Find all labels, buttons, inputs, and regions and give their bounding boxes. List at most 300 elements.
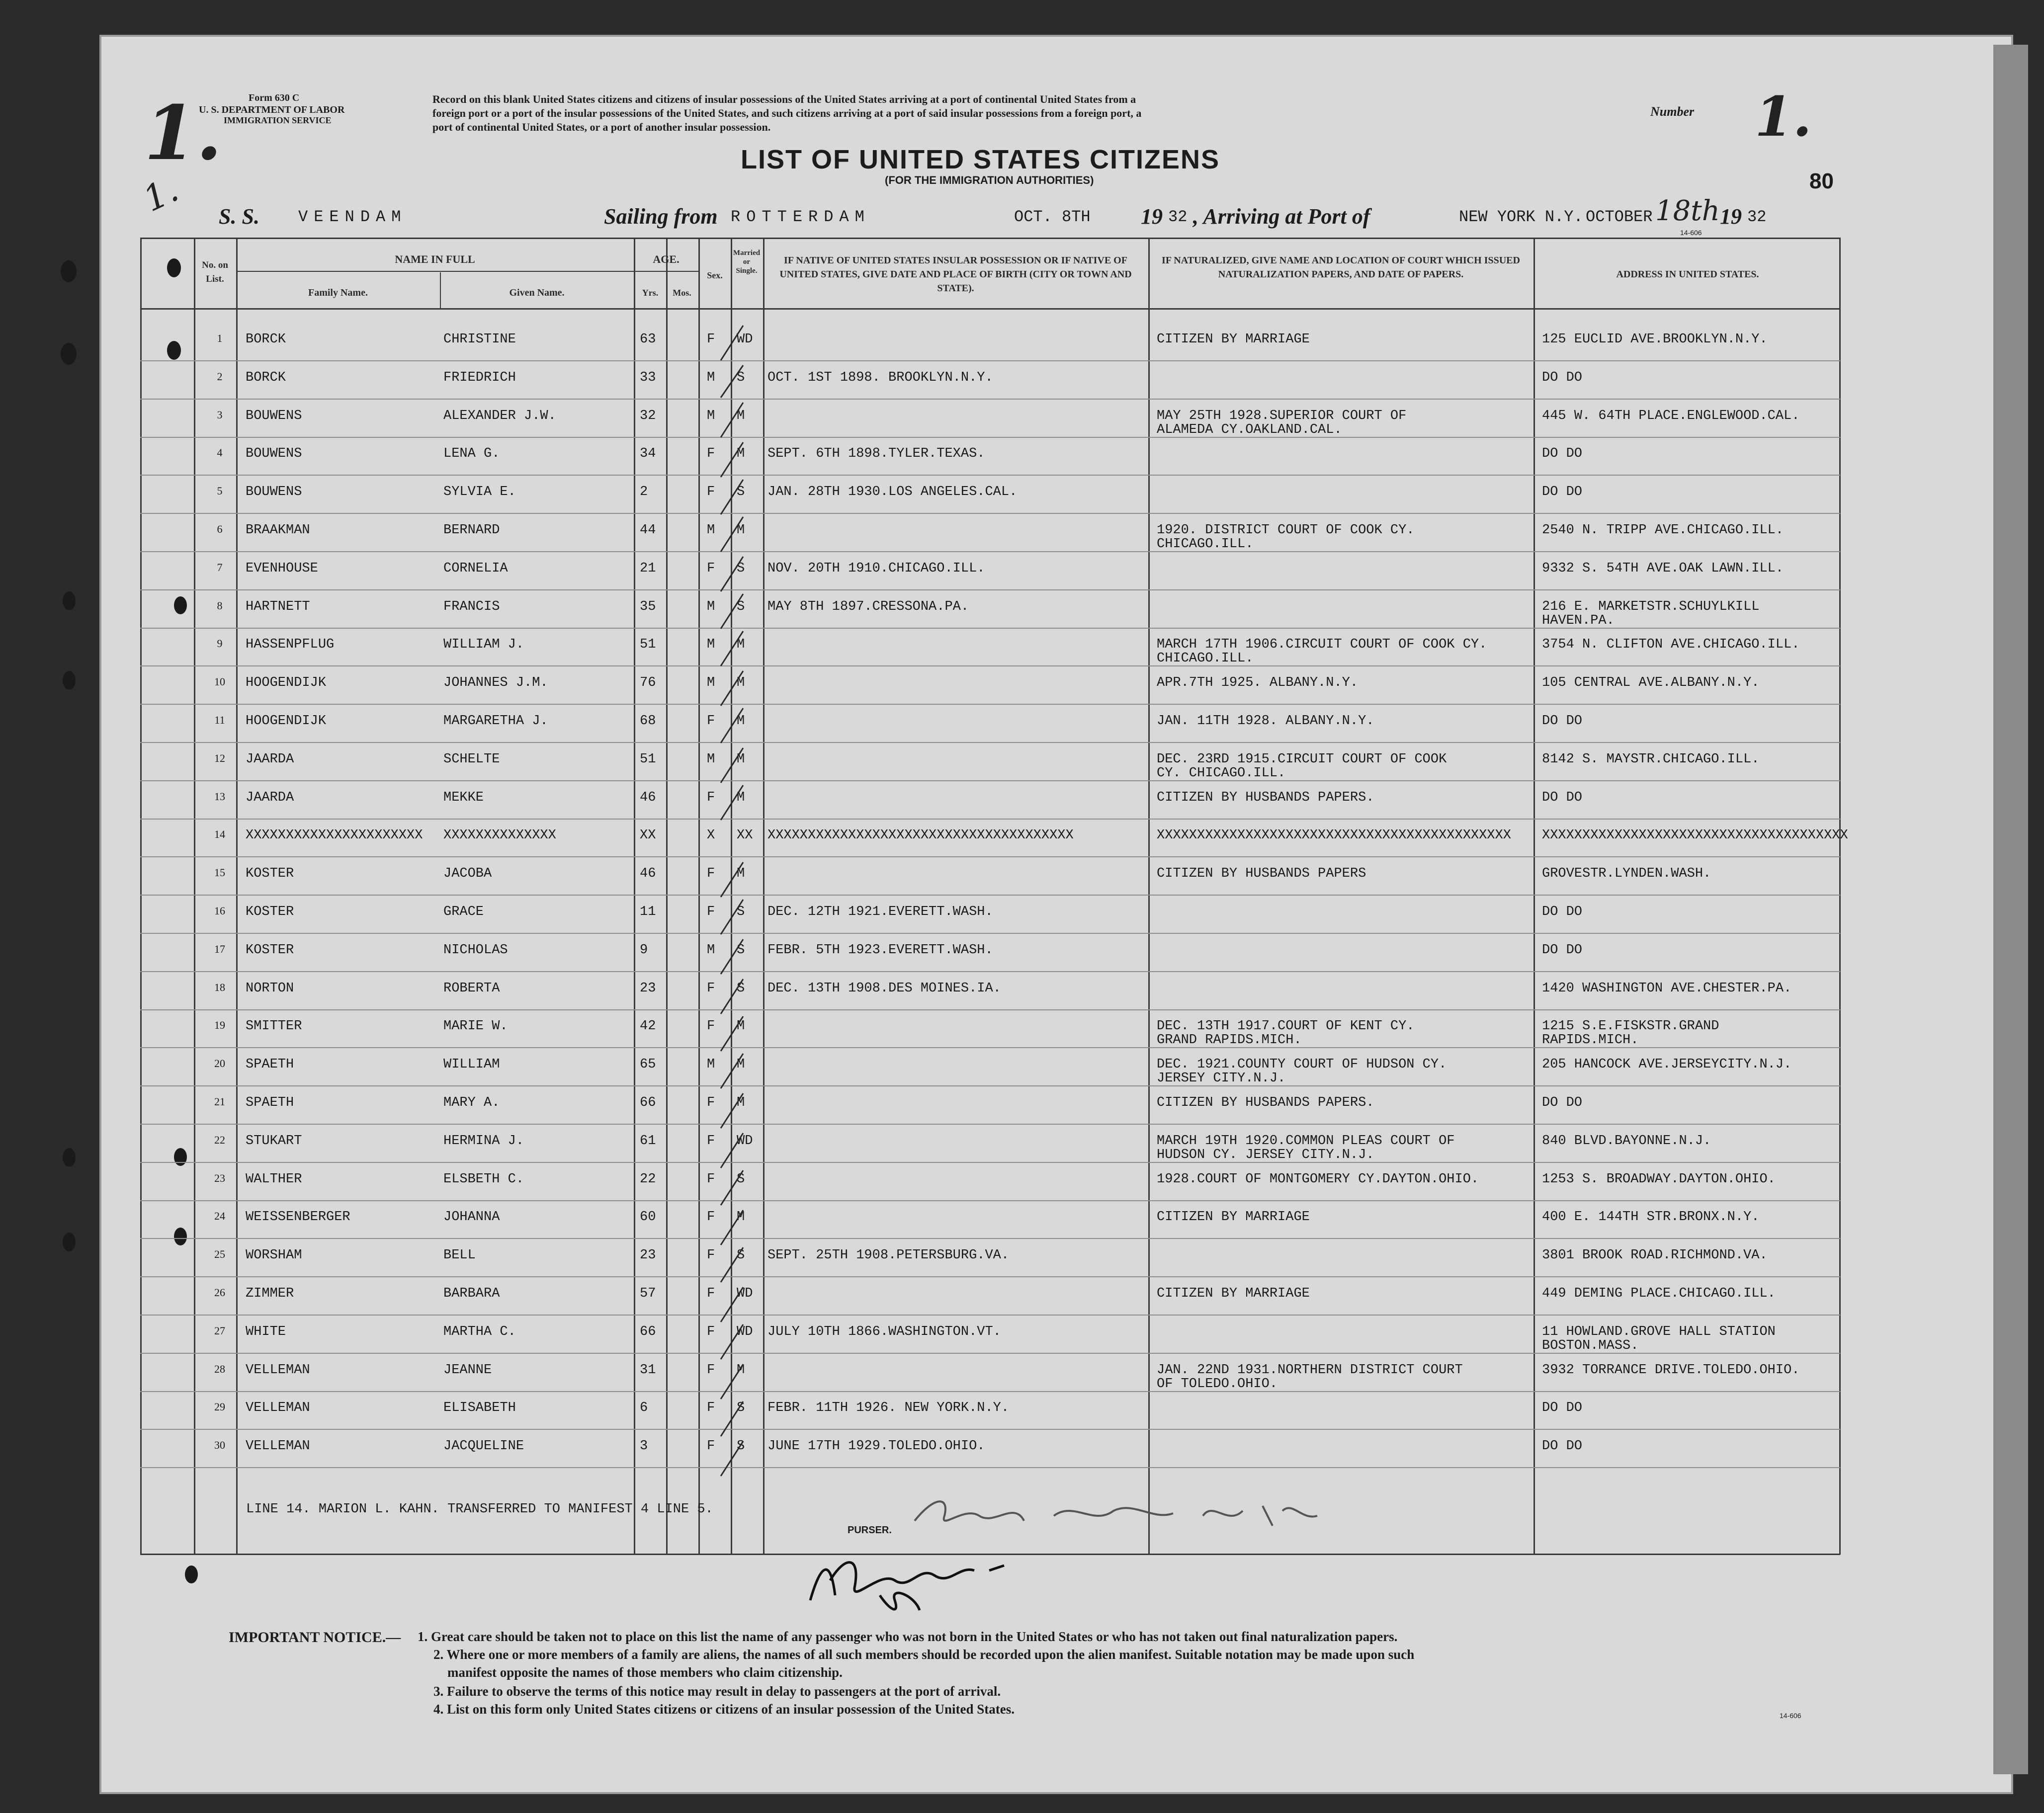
header-given-name: Given Name. — [509, 287, 565, 298]
form-service: IMMIGRATION SERVICE — [224, 115, 332, 125]
age-years: 34 — [640, 446, 656, 462]
age-years: 61 — [640, 1133, 656, 1149]
birth-info: SEPT. 6TH 1898.TYLER.TEXAS. — [767, 446, 985, 462]
age-years: 51 — [640, 751, 656, 767]
arrival-month: OCTOBER — [1586, 208, 1653, 226]
given-name: FRANCIS — [443, 599, 500, 614]
age-years: 66 — [640, 1324, 656, 1339]
punch-hole — [61, 343, 77, 365]
given-name: MARIE W. — [443, 1019, 508, 1034]
birth-info: DEC. 12TH 1921.EVERETT.WASH. — [767, 905, 993, 919]
row-number: 15 — [214, 866, 225, 879]
sex: F — [707, 446, 715, 462]
family-name: ZIMMER — [246, 1286, 294, 1301]
age-years: XX — [640, 828, 656, 843]
address: 8142 S. MAYSTR.CHICAGO.ILL. — [1542, 751, 1760, 767]
sex: F — [707, 1324, 715, 1339]
family-name: HASSENPFLUG — [246, 637, 335, 653]
table-row — [140, 400, 1840, 438]
row-number: 26 — [214, 1286, 225, 1299]
transfer-note: LINE 14. MARION L. KAHN. TRANSFERRED TO MANIFEST 4 LINE 5. — [246, 1502, 713, 1517]
marital-status: S — [737, 1439, 745, 1454]
marital-status: M — [737, 751, 745, 767]
table-row — [140, 1125, 1840, 1163]
given-name: GRACE — [443, 905, 484, 919]
address: XXXXXXXXXXXXXXXXXXXXXXXXXXXXXXXXXXXXXX — [1542, 828, 1848, 843]
family-name: SMITTER — [246, 1019, 302, 1034]
table-row — [140, 1316, 1840, 1354]
family-name: KOSTER — [246, 866, 294, 882]
naturalization-cont: CHICAGO.ILL. — [1157, 537, 1254, 552]
marital-status: S — [737, 942, 745, 958]
table-row — [140, 1239, 1840, 1277]
age-header-divider — [634, 271, 698, 272]
family-name: EVENHOUSE — [246, 561, 318, 576]
punch-hole — [63, 591, 76, 610]
sex: X — [707, 828, 715, 843]
given-name: JACQUELINE — [443, 1439, 524, 1454]
row-number: 30 — [214, 1439, 225, 1452]
age-years: 76 — [640, 675, 656, 691]
punch-hole — [185, 1566, 198, 1583]
row-number: 9 — [217, 637, 223, 650]
marital-status: WD — [737, 1324, 753, 1339]
marital-status: XX — [737, 828, 753, 843]
given-name: ROBERTA — [443, 981, 500, 996]
family-name: BOUWENS — [246, 408, 302, 423]
family-name: BOUWENS — [246, 485, 302, 500]
header-bottom-border — [140, 308, 1840, 310]
naturalization: XXXXXXXXXXXXXXXXXXXXXXXXXXXXXXXXXXXXXXXXXXXX — [1157, 828, 1511, 843]
naturalization: CITIZEN BY MARRIAGE — [1157, 332, 1310, 347]
row-number: 2 — [217, 370, 223, 383]
family-name: XXXXXXXXXXXXXXXXXXXXXX — [246, 828, 423, 843]
page-title: LIST OF UNITED STATES CITIZENS — [741, 145, 1220, 174]
address: 9332 S. 54TH AVE.OAK LAWN.ILL. — [1542, 561, 1784, 576]
ship-name: VEENDAM — [298, 208, 407, 226]
table-row — [140, 705, 1840, 743]
inspector-signature — [905, 1486, 1332, 1541]
birth-info: JUNE 17TH 1929.TOLEDO.OHIO. — [767, 1439, 985, 1454]
given-name: MEKKE — [443, 790, 484, 805]
row-number: 22 — [214, 1133, 225, 1146]
address: DO DO — [1542, 485, 1583, 500]
birth-info: SEPT. 25TH 1908.PETERSBURG.VA. — [767, 1248, 1010, 1263]
arrival-year-suffix: 32 — [1747, 208, 1767, 226]
given-name: ELISABETH — [443, 1401, 516, 1416]
row-number: 11 — [214, 714, 225, 726]
family-name: HOOGENDIJK — [246, 675, 327, 691]
header-mos: Mos. — [673, 288, 691, 298]
age-years: 68 — [640, 714, 656, 729]
naturalization: MARCH 19TH 1920.COMMON PLEAS COURT OF — [1157, 1133, 1455, 1149]
table-row — [140, 1163, 1840, 1201]
age-years: 66 — [640, 1095, 656, 1110]
punch-hole — [63, 1233, 76, 1251]
marital-status: S — [737, 1171, 745, 1187]
marital-status: M — [737, 1019, 745, 1034]
table-row — [140, 1010, 1840, 1048]
arriving-label: , Arriving at Port of — [1193, 204, 1370, 229]
given-name: WILLIAM — [443, 1057, 500, 1072]
family-name: HOOGENDIJK — [246, 714, 327, 729]
notice-item-2: 2. Where one or more members of a family are aliens, the names of all such members should be recorded upon the alien manifest. Suitable notation may be made upon such — [433, 1647, 1415, 1662]
birth-info: OCT. 1ST 1898. BROOKLYN.N.Y. — [767, 370, 993, 385]
marital-status: M — [737, 1095, 745, 1110]
address: DO DO — [1542, 446, 1583, 462]
row-number: 23 — [214, 1171, 225, 1184]
given-name: JACOBA — [443, 866, 492, 882]
row-number: 17 — [214, 942, 225, 955]
birth-info: FEBR. 5TH 1923.EVERETT.WASH. — [767, 942, 993, 958]
age-years: 46 — [640, 866, 656, 882]
birth-info: DEC. 13TH 1908.DES MOINES.IA. — [767, 981, 1001, 996]
table-row — [140, 476, 1840, 514]
given-name: BERNARD — [443, 523, 500, 538]
address: 400 E. 144TH STR.BRONX.N.Y. — [1542, 1210, 1760, 1225]
row-number: 24 — [214, 1210, 225, 1223]
naturalization-cont: OF TOLEDO.OHIO. — [1157, 1376, 1278, 1392]
table-row — [140, 666, 1840, 705]
address: 125 EUCLID AVE.BROOKLYN.N.Y. — [1542, 332, 1768, 347]
address: 3754 N. CLIFTON AVE.CHICAGO.ILL. — [1542, 637, 1800, 653]
address: DO DO — [1542, 905, 1583, 919]
age-years: 35 — [640, 599, 656, 614]
naturalization-cont: JERSEY CITY.N.J. — [1157, 1071, 1286, 1086]
naturalization: DEC. 1921.COUNTY COURT OF HUDSON CY. — [1157, 1057, 1447, 1072]
marital-status: S — [737, 905, 745, 919]
address: 445 W. 64TH PLACE.ENGLEWOOD.CAL. — [1542, 408, 1800, 423]
row-number: 6 — [217, 523, 223, 535]
voyage-ss-label: S. S. — [219, 204, 259, 229]
age-years: 23 — [640, 1248, 656, 1263]
marital-status: S — [737, 485, 745, 500]
table-row — [140, 743, 1840, 781]
marital-status: S — [737, 1248, 745, 1263]
sex: F — [707, 1133, 715, 1149]
naturalization-cont: HUDSON CY. JERSEY CITY.N.J. — [1157, 1147, 1374, 1162]
row-number: 19 — [214, 1019, 225, 1032]
naturalization: CITIZEN BY HUSBANDS PAPERS. — [1157, 1095, 1374, 1110]
marital-status: M — [737, 714, 745, 729]
naturalization: APR.7TH 1925. ALBANY.N.Y. — [1157, 675, 1359, 691]
address-cont: BOSTON.MASS. — [1542, 1338, 1639, 1353]
given-name: HERMINA J. — [443, 1133, 524, 1149]
sex: F — [707, 905, 715, 919]
given-name: ELSBETH C. — [443, 1171, 524, 1187]
row-number: 10 — [214, 675, 225, 688]
sailing-port: ROTTERDAM — [731, 208, 870, 226]
table-row — [140, 1354, 1840, 1392]
age-years: 11 — [640, 905, 656, 919]
age-years: 2 — [640, 485, 648, 500]
row-number: 7 — [217, 561, 223, 574]
naturalization: JAN. 22ND 1931.NORTHERN DISTRICT COURT — [1157, 1362, 1463, 1378]
address: 105 CENTRAL AVE.ALBANY.N.Y. — [1542, 675, 1760, 691]
punch-hole — [167, 258, 181, 277]
sex: F — [707, 485, 715, 500]
given-name: MARTHA C. — [443, 1324, 516, 1339]
form-number: Form 630 C — [249, 92, 300, 103]
purser-signature — [800, 1536, 1009, 1620]
check-scribbles — [716, 318, 775, 1511]
table-row — [140, 1277, 1840, 1316]
naturalization: MARCH 17TH 1906.CIRCUIT COURT OF COOK CY. — [1157, 637, 1487, 653]
given-name: XXXXXXXXXXXXXX — [443, 828, 556, 843]
sex: F — [707, 1286, 715, 1301]
header-no: No. on List. — [202, 260, 228, 284]
family-name: WORSHAM — [246, 1248, 302, 1263]
table-row — [140, 857, 1840, 896]
arrival-year-prefix: 19 — [1720, 204, 1742, 229]
sex: M — [707, 751, 715, 767]
sex: F — [707, 1019, 715, 1034]
marital-status: S — [737, 981, 745, 996]
age-years: 3 — [640, 1439, 648, 1454]
family-name: BORCK — [246, 370, 286, 385]
given-name: LENA G. — [443, 446, 500, 462]
given-name: NICHOLAS — [443, 942, 508, 958]
table-row — [140, 628, 1840, 666]
address: 1253 S. BROADWAY.DAYTON.OHIO. — [1542, 1171, 1776, 1187]
family-name: JAARDA — [246, 790, 294, 805]
family-name: NORTON — [246, 981, 294, 996]
marital-status: S — [737, 1401, 745, 1416]
address: 2540 N. TRIPP AVE.CHICAGO.ILL. — [1542, 523, 1784, 538]
punch-hole — [61, 260, 77, 282]
table-row — [140, 1048, 1840, 1086]
notice-item-1: 1. Great care should be taken not to place on this list the name of any passenger who was not born in the United States or who has not taken out final naturalization papers. — [418, 1629, 1398, 1644]
family-name: JAARDA — [246, 751, 294, 767]
marital-status: M — [737, 675, 745, 691]
address: DO DO — [1542, 790, 1583, 805]
sex: F — [707, 1095, 715, 1110]
naturalization-cont: GRAND RAPIDS.MICH. — [1157, 1033, 1302, 1048]
row-number: 16 — [214, 905, 225, 917]
table-row — [140, 590, 1840, 629]
given-name: BARBARA — [443, 1286, 500, 1301]
marital-status: M — [737, 446, 745, 462]
sailing-label: Sailing from — [604, 204, 718, 229]
age-years: 22 — [640, 1171, 656, 1187]
sex: F — [707, 1401, 715, 1416]
depart-year-prefix: 19 — [1141, 204, 1163, 229]
margin-mark-small: 1. — [137, 168, 184, 220]
sex: F — [707, 1171, 715, 1187]
header-naturalized: IF NATURALIZED, GIVE NAME AND LOCATION OF COURT WHICH ISSUED NATURALIZATION PAPERS, AND DATE OF PAPERS. — [1162, 255, 1520, 280]
address: 216 E. MARKETSTR.SCHUYLKILL — [1542, 599, 1760, 614]
table-row — [140, 934, 1840, 972]
instructions — [432, 92, 1141, 134]
row-number: 20 — [214, 1057, 225, 1070]
age-years: 44 — [640, 523, 656, 538]
naturalization: DEC. 13TH 1917.COURT OF KENT CY. — [1157, 1019, 1415, 1034]
sex: M — [707, 523, 715, 538]
age-years: 57 — [640, 1286, 656, 1301]
marital-status: WD — [737, 1286, 753, 1301]
row-number: 14 — [214, 828, 225, 841]
sex: F — [707, 981, 715, 996]
address: DO DO — [1542, 714, 1583, 729]
corner-number: 80 — [1809, 169, 1834, 193]
row-number: 1 — [217, 332, 223, 344]
age-years: 63 — [640, 332, 656, 347]
depart-year-suffix: 32 — [1168, 208, 1188, 226]
sex: F — [707, 332, 715, 347]
family-name: WHITE — [246, 1324, 286, 1339]
marital-status: M — [737, 523, 745, 538]
arrival-port: NEW YORK N.Y. — [1459, 208, 1583, 226]
family-name: KOSTER — [246, 905, 294, 919]
row-number: 3 — [217, 408, 223, 421]
departure-date: OCT. 8TH — [1014, 208, 1091, 226]
table-row — [140, 1430, 1840, 1468]
row-number: 12 — [214, 751, 225, 764]
margin-mark-large: 1. — [144, 89, 222, 177]
age-years: 23 — [640, 981, 656, 996]
sex: M — [707, 637, 715, 653]
family-name: VELLEMAN — [246, 1362, 310, 1378]
family-name: HARTNETT — [246, 599, 310, 614]
family-name: VELLEMAN — [246, 1439, 310, 1454]
age-years: 32 — [640, 408, 656, 423]
number-label: Number — [1650, 104, 1695, 119]
table-row — [140, 361, 1840, 400]
address: DO DO — [1542, 942, 1583, 958]
table-row — [140, 552, 1840, 590]
age-years: 42 — [640, 1019, 656, 1034]
address: 3932 TORRANCE DRIVE.TOLEDO.OHIO. — [1542, 1362, 1800, 1378]
birth-info: NOV. 20TH 1910.CHICAGO.ILL. — [767, 561, 985, 576]
sex: M — [707, 370, 715, 385]
table-row — [140, 437, 1840, 476]
given-name: JOHANNA — [443, 1210, 500, 1225]
instruction-line: foreign port or a port of the insular possessions of the United States, and such citizens arriving at a port of said insular possessions from a foreign port, a — [432, 107, 1142, 119]
given-name: WILLIAM J. — [443, 637, 524, 653]
given-name: MARGARETHA J. — [443, 714, 548, 729]
sex: F — [707, 1439, 715, 1454]
sex: F — [707, 866, 715, 882]
sex: M — [707, 675, 715, 691]
row-number: 28 — [214, 1362, 225, 1375]
family-name: BORCK — [246, 332, 286, 347]
table-row — [140, 1392, 1840, 1430]
notice-item-4: 4. List on this form only United States citizens or citizens of an insular possession of the United States. — [433, 1702, 1015, 1717]
address: DO DO — [1542, 1095, 1583, 1110]
age-years: 46 — [640, 790, 656, 805]
header-family-name: Family Name. — [308, 287, 368, 298]
marital-status: M — [737, 408, 745, 423]
family-name: KOSTER — [246, 942, 294, 958]
family-name: WEISSENBERGER — [246, 1210, 350, 1225]
header-married-single: Married or Single. — [733, 249, 761, 275]
row-number: 13 — [214, 790, 225, 803]
given-name: MARY A. — [443, 1095, 500, 1110]
family-name: WALTHER — [246, 1171, 302, 1187]
notice-label: IMPORTANT NOTICE.— — [229, 1629, 401, 1646]
given-name: CORNELIA — [443, 561, 508, 576]
address: DO DO — [1542, 370, 1583, 385]
marital-status: M — [737, 1210, 745, 1225]
address-cont: RAPIDS.MICH. — [1542, 1033, 1639, 1048]
birth-info: XXXXXXXXXXXXXXXXXXXXXXXXXXXXXXXXXXXXXX — [767, 828, 1074, 843]
age-years: 31 — [640, 1362, 656, 1378]
birth-info: FEBR. 11TH 1926. NEW YORK.N.Y. — [767, 1401, 1010, 1416]
table-row — [140, 1086, 1840, 1125]
table-row — [140, 819, 1848, 857]
punch-hole — [63, 1148, 76, 1167]
table-row — [140, 514, 1840, 552]
naturalization: MAY 25TH 1928.SUPERIOR COURT OF — [1157, 408, 1407, 423]
table-row — [140, 896, 1840, 934]
notice-item-3: 3. Failure to observe the terms of this notice may result in delay to passengers at the port of arrival. — [433, 1684, 1001, 1699]
sex: M — [707, 1057, 715, 1072]
birth-info: MAY 8TH 1897.CRESSONA.PA. — [767, 599, 969, 614]
naturalization-cont: CHICAGO.ILL. — [1157, 651, 1254, 666]
given-name: JEANNE — [443, 1362, 492, 1378]
marital-status: M — [737, 637, 745, 653]
given-name: BELL — [443, 1248, 476, 1263]
marital-status: M — [737, 1362, 745, 1378]
address: DO DO — [1542, 1401, 1583, 1416]
address: 449 DEMING PLACE.CHICAGO.ILL. — [1542, 1286, 1776, 1301]
row-number: 5 — [217, 485, 223, 497]
sex: F — [707, 1248, 715, 1263]
birth-info: JULY 10TH 1866.WASHINGTON.VT. — [767, 1324, 1001, 1339]
given-name: ALEXANDER J.W. — [443, 408, 556, 423]
given-name: CHRISTINE — [443, 332, 516, 347]
name-header-divider — [236, 271, 634, 272]
age-years: 21 — [640, 561, 656, 576]
naturalization: CITIZEN BY MARRIAGE — [1157, 1210, 1310, 1225]
sex: M — [707, 942, 715, 958]
naturalization: CITIZEN BY MARRIAGE — [1157, 1286, 1310, 1301]
sex: F — [707, 1210, 715, 1225]
family-name: STUKART — [246, 1133, 302, 1149]
address: 205 HANCOCK AVE.JERSEYCITY.N.J. — [1542, 1057, 1792, 1072]
table-row — [140, 323, 1840, 361]
table-row — [140, 781, 1840, 820]
family-name: BRAAKMAN — [246, 523, 310, 538]
arrival-day: 18th — [1655, 195, 1720, 227]
marital-status: S — [737, 370, 745, 385]
family-name: SPAETH — [246, 1057, 294, 1072]
sex: F — [707, 714, 715, 729]
address: 3801 BROOK ROAD.RICHMOND.VA. — [1542, 1248, 1768, 1263]
name-subheader-rule — [440, 272, 441, 310]
address: 840 BLVD.BAYONNE.N.J. — [1542, 1133, 1711, 1149]
marital-status: M — [737, 790, 745, 805]
row-number: 21 — [214, 1095, 225, 1108]
address: DO DO — [1542, 1439, 1583, 1454]
address: GROVESTR.LYNDEN.WASH. — [1542, 866, 1711, 882]
sex: F — [707, 790, 715, 805]
age-years: 9 — [640, 942, 648, 958]
instruction-line: Record on this blank United States citizens and citizens of insular possessions of the United States arriving at a port of continental United States from a — [432, 93, 1136, 105]
address-cont: HAVEN.PA. — [1542, 613, 1615, 628]
naturalization: JAN. 11TH 1928. ALBANY.N.Y. — [1157, 714, 1374, 729]
age-years: 60 — [640, 1210, 656, 1225]
family-name: SPAETH — [246, 1095, 294, 1110]
table-row — [140, 972, 1840, 1010]
age-years: 6 — [640, 1401, 648, 1416]
naturalization-cont: CY. CHICAGO.ILL. — [1157, 765, 1286, 781]
naturalization: CITIZEN BY HUSBANDS PAPERS — [1157, 866, 1366, 882]
sex: F — [707, 1362, 715, 1378]
family-name: BOUWENS — [246, 446, 302, 462]
header-address: ADDRESS IN UNITED STATES. — [1616, 269, 1759, 280]
page-subtitle: (FOR THE IMMIGRATION AUTHORITIES) — [885, 174, 1094, 186]
